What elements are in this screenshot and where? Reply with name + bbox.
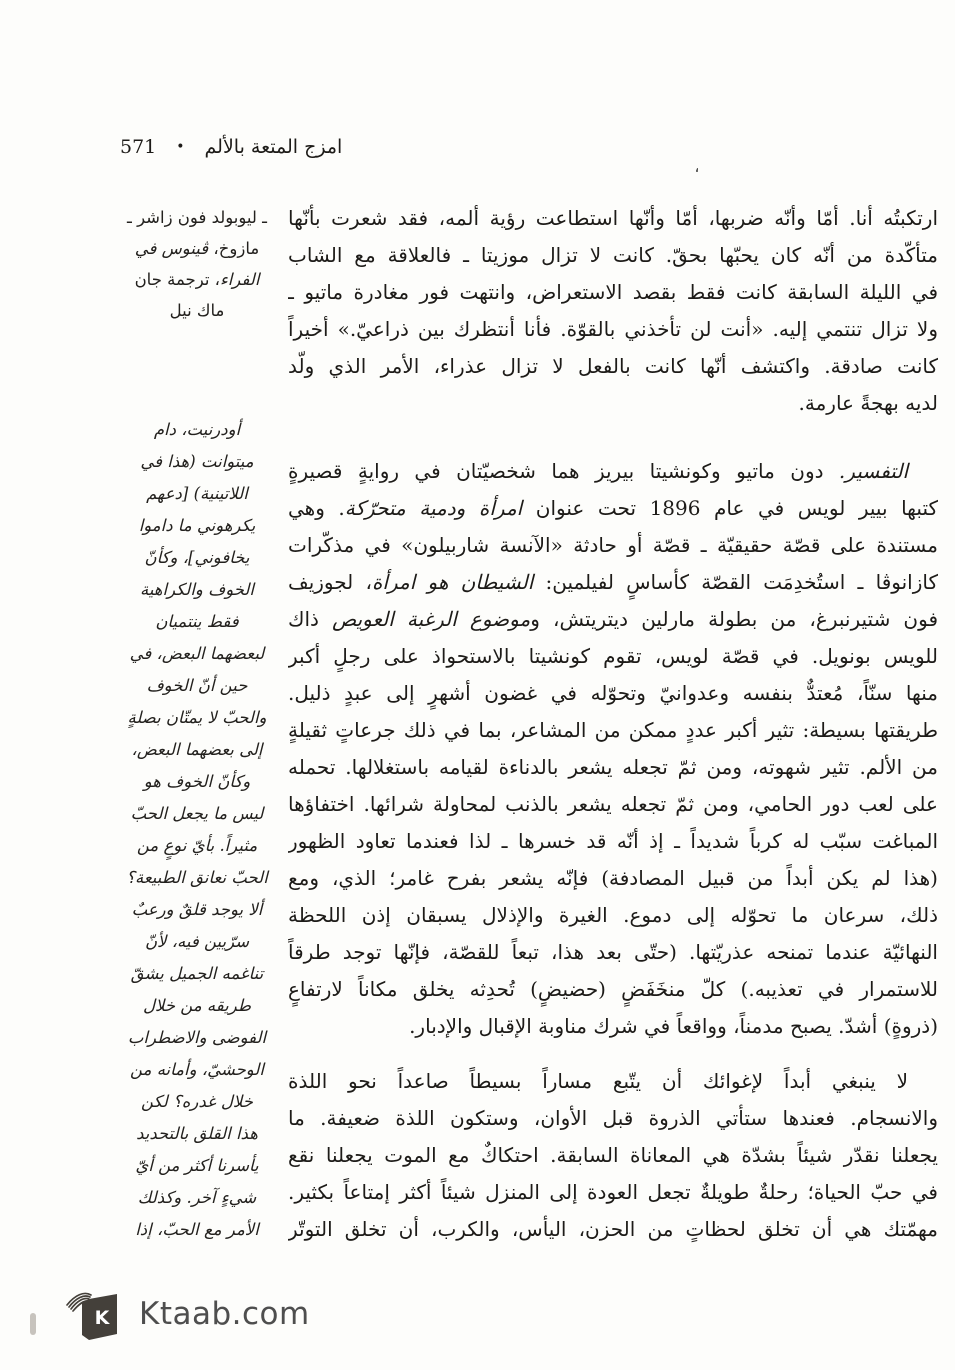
text-segment: على لعب دور الحامي، ومن ثمّ تجعله يشعر بالذنب لمحاولة شرائها. اختفاؤها	[288, 792, 938, 816]
text-segment: للويس بونويل. في قصّة لويس، تقوم كونشيتا بالاستحواذ على رجلٍ أكبر	[288, 644, 938, 668]
text-segment: هذا القلق بالتحديد	[136, 1124, 258, 1143]
paragraph-1	[288, 200, 938, 422]
text-line	[288, 453, 938, 490]
text-segment: فون شتيرنبرغ، من بطولة مارلين ديتريتش، و	[530, 607, 938, 631]
scan-stray-mark: ،	[692, 157, 701, 177]
text-line	[288, 1174, 938, 1211]
text-segment: طريقه من خلال	[143, 996, 251, 1015]
text-line	[288, 490, 938, 527]
text-segment: وكأنّ الخوف هو	[143, 772, 251, 791]
logo-letter: K	[94, 1307, 110, 1329]
text-segment: طريقتها بسيطة: تثير أكبر عددٍ ممكن من المشاعر، بما في ذلك جرعاتٍ ثقيلةٍ	[288, 718, 938, 742]
text-segment: الفوضى والاضطراب	[127, 1028, 267, 1047]
page-number: 571	[120, 136, 157, 158]
text-segment: مازوخ،	[208, 239, 260, 258]
italic-text-segment: امرأة ودمية متحرّكة	[344, 496, 523, 520]
margin-note-line	[108, 638, 286, 670]
text-segment: تناغمه الجميل يشقّ	[130, 964, 264, 983]
text-segment: (هذا لم يكن أبداً من قبيل المصادفة) فإنّه يشعر بفرح غامر؛ الذي، ومع	[288, 866, 938, 890]
text-segment: في حبّ الحياة؛ رحلةٌ طويلةٌ تجعل العودة إلى المنزل شيئاً أكثر إمتاعاً بكثير.	[288, 1180, 938, 1204]
italic-text-segment: الشيطان هو امرأة	[371, 570, 534, 594]
margin-note-line	[108, 1054, 286, 1086]
text-line	[288, 712, 938, 749]
margin-note-line	[108, 295, 286, 326]
text-segment: مثيراً. بأيّ نوعٍ من	[136, 836, 258, 855]
margin-note-line	[108, 1214, 286, 1246]
margin-note-line	[108, 1022, 286, 1054]
text-segment: النهائيّة عندما تمنحه عذريّتها. (حتّى بعد هذا، تبعاً للقصّة، فإنّها توجد طرقاً	[288, 940, 938, 964]
text-segment: الأمر مع الحبّ، إذا	[135, 1220, 259, 1239]
text-segment: يأسرنا أكثر من أيّ	[135, 1156, 259, 1175]
text-segment: (ذروةٍ) أشدّ. يصبح مدمناً، وواقعاً في شرك مناوبة الإقبال والإدبار.	[409, 1014, 938, 1038]
margin-note-line	[108, 414, 286, 446]
text-segment: دون ماتيو وكونشيتا بيريز هما شخصيّتان في روايةٍ قصيرةٍ	[288, 459, 839, 483]
text-segment: يجعلنا نقدّر شيئاً بشدّة هي المعاناة السابقة. احتكاكٌ مع الموت يجعلنا نقع	[288, 1143, 938, 1167]
text-segment: لديه بهجةً عارمة.	[798, 391, 938, 415]
margin-note-line	[108, 233, 286, 264]
text-line	[288, 348, 938, 385]
text-segment: كازانوڤا ـ استُخدِمَت القصّة كأساسٍ لفيلمين:	[533, 570, 938, 594]
text-segment: والحبّ لا يمتّان بصلةٍ	[127, 708, 267, 727]
text-segment: ، لجوزيف	[288, 570, 372, 594]
text-segment: مهمّتك هي أن تخلق لحظاتٍ من الحزن، اليأس، والكرب، أن تخلق التوتّر	[288, 1217, 938, 1241]
margin-note-line	[108, 510, 286, 542]
text-line	[288, 638, 938, 675]
margin-note-line	[108, 958, 286, 990]
text-line	[288, 601, 938, 638]
text-segment: ـ ليوبولد فون زاشر ـ	[127, 208, 267, 227]
text-line	[288, 934, 938, 971]
margin-note-line	[108, 990, 286, 1022]
text-segment: ، ترجمة جان	[134, 270, 221, 289]
text-segment: كانت صادقة. واكتشف أنّها كانت بالفعل لا تزال عذراء، الأمر الذي ولّد	[288, 354, 938, 378]
margin-note-line	[108, 446, 286, 478]
margin-note-line	[108, 264, 286, 295]
paragraph-2	[288, 453, 938, 1045]
text-line	[288, 237, 938, 274]
text-line	[288, 675, 938, 712]
text-line	[288, 385, 938, 422]
text-segment: يخافوني]، وكأنّ	[144, 548, 250, 567]
margin-note-line	[108, 702, 286, 734]
text-segment: ذاك	[288, 607, 333, 631]
margin-note-line	[108, 734, 286, 766]
margin-note-line	[108, 798, 286, 830]
ktaab-brand-text: Ktaab.com	[139, 1296, 310, 1332]
text-segment: للاستمرار في تعذيبه.) كلّ منخَفَضٍ (حضيضٍ) تُحدِثه يخلق مكاناً لارتفاعٍ	[288, 977, 938, 1001]
text-segment: فقط ينتميان	[155, 612, 239, 631]
text-segment: ولا تزال تنتمي إليه. «أنت لن تأخذني بالقوّة. فأنا أنتظرك بين ذراعيّ.» أخيراً	[288, 317, 938, 341]
text-segment: الحبّ نعانق الطبيعة؟	[126, 868, 268, 887]
paragraph-3	[288, 1063, 938, 1248]
text-line	[288, 971, 938, 1008]
text-segment: في الليلة السابقة كانت فقط بقصد الاستعراض، وانتهت فور مغادرة ماتيو ـ	[288, 280, 938, 304]
text-line	[288, 860, 938, 897]
italic-text-segment: التفسير.	[838, 459, 908, 483]
text-segment: اللاتينية) [دعهم	[146, 484, 248, 503]
text-segment: ألا يوجد قلقٌ ورعبٌ	[131, 900, 263, 919]
margin-note-line	[108, 1150, 286, 1182]
text-line	[288, 1063, 938, 1100]
text-segment: ارتكبتُه أنا. أمّا وأنّه ضربها، أمّا وأنّها استطاعت رؤية ألمه، فقد شعرت بأنّها	[288, 206, 938, 230]
text-line	[288, 1137, 938, 1174]
text-line	[288, 786, 938, 823]
text-segment: كتبها بيير لويس في عام 1896 تحت عنوان	[522, 496, 938, 520]
margin-note-line	[108, 926, 286, 958]
text-line	[288, 200, 938, 237]
text-line	[288, 749, 938, 786]
text-line	[288, 1008, 938, 1045]
text-line	[288, 1100, 938, 1137]
margin-note-line	[108, 1118, 286, 1150]
text-segment: حين أنّ الخوف	[146, 676, 248, 695]
text-segment: الخوف والكراهية	[139, 580, 255, 599]
text-segment: والانسجام. فعندها ستأتي الذروة قبل الأوان، وستكون اللذة ضعيفة. ما	[288, 1106, 938, 1130]
margin-note-line	[108, 862, 286, 894]
text-line	[288, 897, 938, 934]
margin-note-line	[108, 670, 286, 702]
header-bullet-separator: •	[176, 139, 185, 155]
text-segment: لا ينبغي أبداً لإغوائك أن يتّبع مساراً بسيطاً صاعداً نحو اللذة	[288, 1069, 908, 1093]
margin-note-line	[108, 574, 286, 606]
margin-note-line	[108, 766, 286, 798]
italic-text-segment: الفراء	[220, 270, 260, 289]
text-segment: متأكّدة من أنّه كان يحبّها بحقّ. كانت لا تزال موزيتا ـ فالعلاقة مع الشاب	[288, 243, 938, 267]
margin-note-line	[108, 606, 286, 638]
ktaab-watermark	[62, 1284, 310, 1344]
text-segment: الوحشيّ، وأمانه من	[130, 1060, 264, 1079]
text-segment: ذلك، سرعان ما تحوّله إلى دموع. الغيرة والإذلال يسبقان إذن اللحظة	[288, 903, 938, 927]
margin-note-line	[108, 894, 286, 926]
margin-note-line	[108, 1182, 286, 1214]
ktaab-logo-book-icon	[62, 1284, 122, 1344]
margin-note-line	[108, 830, 286, 862]
italic-text-segment: ڤينوس في	[134, 239, 209, 258]
text-segment: المباغت سبّب له كرباً شديداً ـ إذ أنّه قد خسرها ـ لذا فعندما تعاود الظهور	[288, 829, 938, 853]
text-segment: ماك نيل	[169, 301, 225, 320]
main-text-column	[288, 200, 938, 1248]
text-line	[288, 527, 938, 564]
italic-text-segment: موضوع الرغبة العويص	[332, 607, 531, 631]
text-line	[288, 1211, 938, 1248]
text-segment: سرّيين فيه، لأنّ	[144, 932, 250, 951]
text-segment: . وهي	[288, 496, 345, 520]
text-segment: ليس ما يجعل الحبّ	[130, 804, 264, 823]
text-segment: شيءٍ آخر. وكذلك	[137, 1188, 257, 1207]
text-line	[288, 564, 938, 601]
text-segment: منها سنّاً، مُعتدٌّ بنفسه وعدوانيّ وتحوّله في غضون أشهرٍ إلى عبدٍ ذليل.	[288, 681, 938, 705]
margin-note-attribution	[108, 202, 286, 326]
text-segment: أودرنيت، دام	[153, 420, 241, 439]
margin-note-quote	[108, 414, 286, 1246]
text-line	[288, 823, 938, 860]
scan-edge-artifact	[30, 1313, 36, 1335]
text-line	[288, 274, 938, 311]
running-title: امزج المتعة بالألم	[204, 136, 343, 158]
text-segment: ميتوانت (هذا في	[140, 452, 254, 471]
margin-note-line	[108, 1086, 286, 1118]
margin-note-line	[108, 542, 286, 574]
text-segment: إلى بعضهما البعض،	[131, 740, 263, 759]
text-line	[288, 311, 938, 348]
text-segment: مستندة على قصّة حقيقيّة ـ قصّة أو حادثة «الآنسة شاربيلون» في مذكّرات	[288, 533, 938, 557]
text-segment: خلال غدره؟ لكن	[141, 1092, 253, 1111]
text-segment: يكرهوني ما داموا	[138, 516, 256, 535]
margin-note-line	[108, 202, 286, 233]
page-header	[120, 136, 342, 158]
margin-note-line	[108, 478, 286, 510]
text-segment: لبعضهما البعض، في	[129, 644, 265, 663]
text-segment: من الألم. تثير شهوته، ومن ثمّ تجعله يشعر بالدناءة لقيامه باستغلالها. تحمله	[288, 755, 938, 779]
